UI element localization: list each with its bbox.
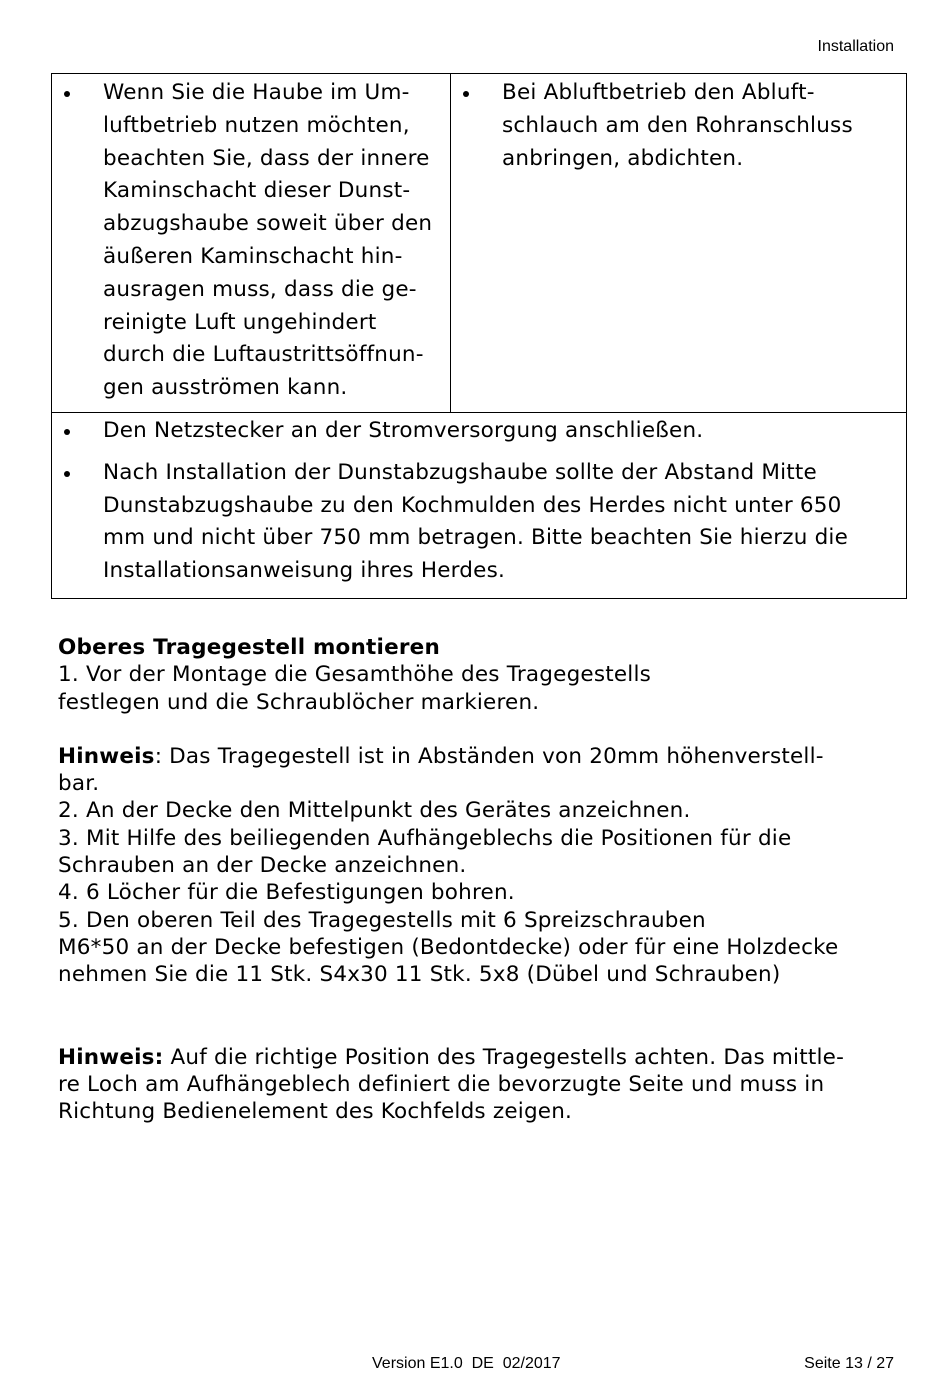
text-line: Auf die richtige Position des Tragegestells achten. Das mittle- — [163, 1044, 845, 1070]
table-cell-recirculation — [52, 74, 451, 413]
text-line: Dunstabzugshaube zu den Kochmulden des Herdes nicht unter 650 — [103, 492, 842, 518]
table-cell-general — [52, 412, 907, 598]
text-line: Bei Abluftbetrieb den Abluft- — [502, 80, 815, 105]
steps-list — [58, 797, 908, 988]
spacer — [58, 989, 908, 1044]
list-item — [52, 415, 898, 448]
text-line: luftbetrieb nutzen möchten, — [103, 112, 410, 138]
bullet-icon — [463, 91, 469, 97]
list-item — [451, 77, 898, 175]
note-paragraph — [58, 1044, 908, 1126]
table-row — [52, 412, 907, 598]
text-line: gen ausströmen kann. — [103, 375, 348, 401]
text-line: nehmen Sie die 11 Stk. S4x30 11 Stk. 5x8 (Dübel und Schrauben) — [58, 962, 781, 988]
text-line: Schrauben an der Decke anzeichnen. — [58, 853, 467, 879]
text-line: Nach Installation der Dunstabzugshaube sollte der Abstand Mitte — [103, 459, 817, 485]
text-line: ausragen muss, dass die ge- — [103, 276, 417, 302]
text-line: durch die Luftaustrittsöffnun- — [103, 342, 424, 368]
text-line: schlauch am den Rohranschluss — [502, 112, 853, 138]
text-line: Kaminschacht dieser Dunst- — [103, 178, 411, 204]
text-line: Den Netzstecker an der Stromversorgung anschließen. — [103, 417, 704, 443]
text-line: 4. 6 Löcher für die Befestigungen bohren. — [58, 880, 515, 906]
table-cell-exhaust — [451, 74, 907, 413]
section-heading: Oberes Tragegestell montieren — [58, 635, 440, 660]
text-line: äußeren Kaminschacht hin- — [103, 243, 403, 269]
text-line: 2. An der Decke den Mittelpunkt des Gerätes anzeichnen. — [58, 798, 691, 824]
step-text — [58, 661, 908, 716]
bullet-icon — [64, 429, 70, 435]
text-line: reinigte Luft ungehindert — [103, 309, 377, 335]
bullet-icon — [64, 91, 70, 97]
instruction-table — [51, 73, 907, 599]
text-line: bar. — [58, 771, 100, 797]
text-line: : Das Tragegestell ist in Abständen von 20mm höhenverstell- — [154, 743, 824, 769]
table-row — [52, 74, 907, 413]
note-label: Hinweis — [58, 743, 155, 769]
footer-page-number: Seite 13 / 27 — [804, 1355, 894, 1372]
text-line: abzugshaube soweit über den — [103, 211, 433, 237]
text-line: re Loch am Aufhängeblech definiert die bevorzugte Seite und muss in — [58, 1071, 825, 1097]
text-line: Richtung Bedienelement des Kochfelds zeigen. — [58, 1099, 573, 1125]
text-line: 5. Den oberen Teil des Tragegestells mit 6 Spreizschrauben — [58, 907, 706, 933]
list-item — [52, 457, 898, 588]
text-line: Wenn Sie die Haube im Um- — [103, 80, 410, 105]
text-line: Installationsanweisung ihres Herdes. — [103, 558, 505, 584]
text-line: 1. Vor der Montage die Gesamthöhe des Tragegestells — [58, 662, 652, 688]
text-line: anbringen, abdichten. — [502, 145, 744, 171]
list-item — [52, 77, 442, 405]
spacer — [58, 716, 908, 743]
text-line: mm und nicht über 750 mm betragen. Bitte beachten Sie hierzu die — [103, 525, 849, 551]
running-header: Installation — [817, 38, 894, 55]
bullet-icon — [64, 471, 70, 477]
text-line: festlegen und die Schraublöcher markieren. — [58, 689, 540, 715]
note-paragraph — [58, 743, 908, 798]
text-line: beachten Sie, dass der innere — [103, 145, 430, 171]
mounting-section — [58, 634, 908, 1125]
text-line: M6*50 an der Decke befestigen (Bedontdecke) oder für eine Holzdecke — [58, 934, 839, 960]
footer-version: Version E1.0 DE 02/2017 — [372, 1355, 561, 1372]
text-line: 3. Mit Hilfe des beiliegenden Aufhängeblechs die Positionen für die — [58, 825, 792, 851]
note-label: Hinweis: — [58, 1044, 164, 1070]
